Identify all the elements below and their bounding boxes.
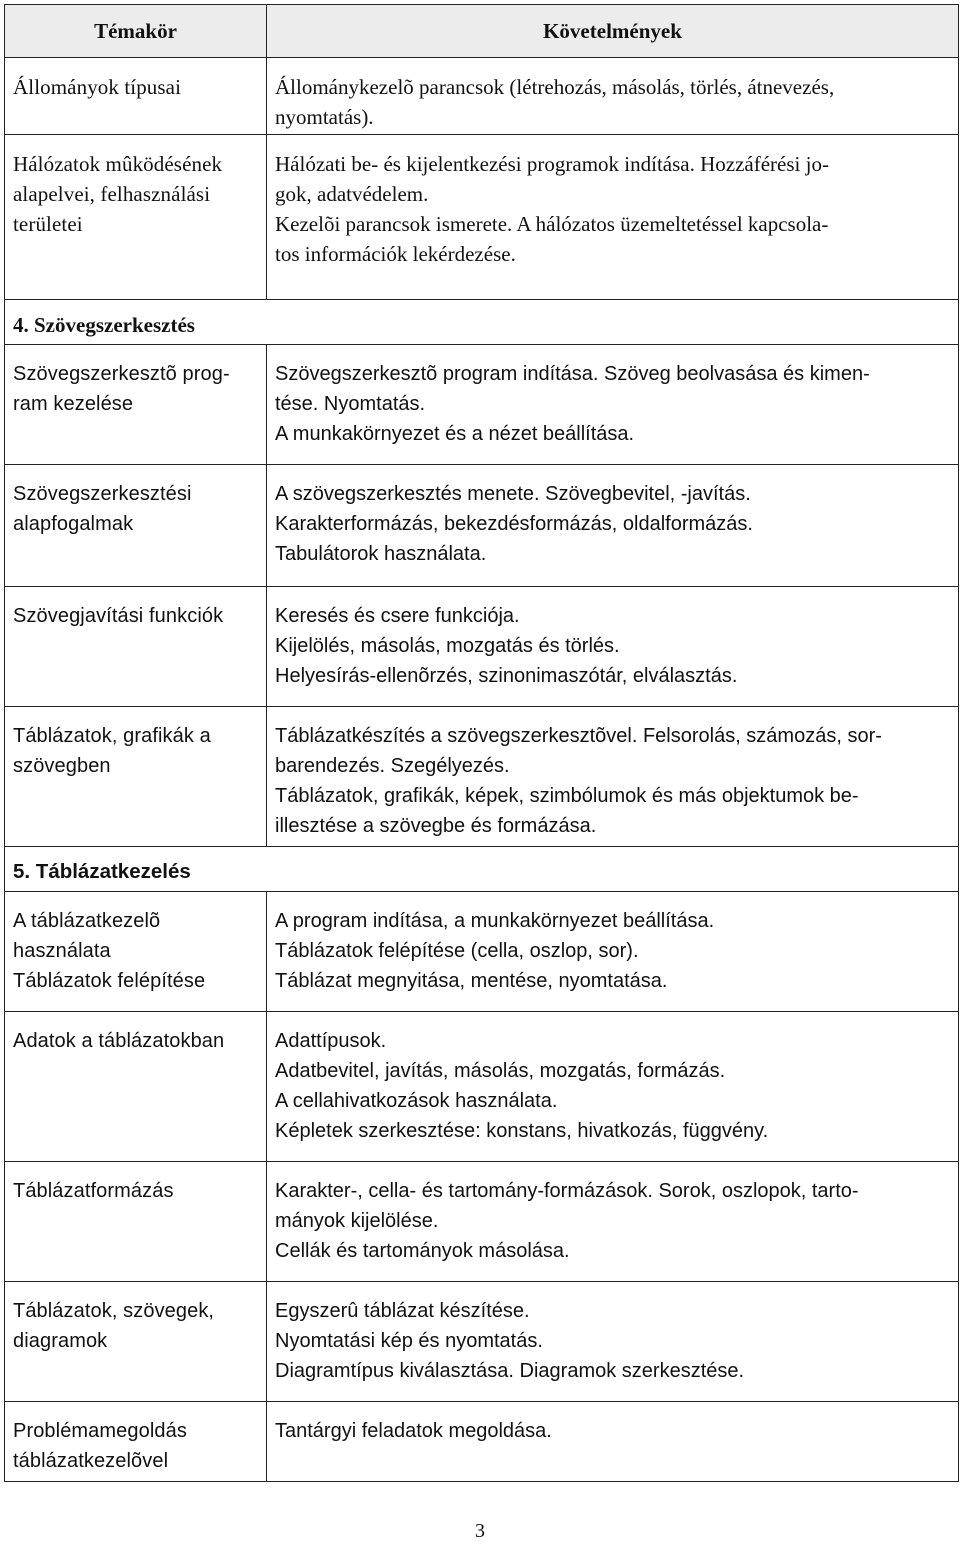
requirement-line: illesztése a szövegbe és formázása. (275, 815, 597, 837)
section-title: 4. Szövegszerkesztés (5, 300, 959, 345)
topic-line: Problémamegoldás (13, 1420, 187, 1442)
requirement-line: Hálózati be- és kijelentkezési programok indítása. Hozzáférési jo- (275, 152, 829, 176)
requirement-line: Kijelölés, másolás, mozgatás és törlés. (275, 635, 620, 657)
requirement-cell (267, 1282, 959, 1402)
requirement-cell (267, 465, 959, 587)
topic-cell (5, 135, 267, 300)
topic-line: Táblázatok, szövegek, (13, 1300, 215, 1322)
requirement-line: Állománykezelõ parancsok (létrehozás, másolás, törlés, átnevezés, (275, 75, 835, 99)
topic-line: Adatok a táblázatokban (13, 1030, 225, 1052)
requirement-line: Karakter-, cella- és tartomány-formázások. Sorok, oszlopok, tarto- (275, 1180, 859, 1202)
requirement-cell (267, 892, 959, 1012)
topic-line: szövegben (13, 755, 111, 777)
topic-line: Szövegszerkesztési (13, 483, 192, 505)
header-topic: Témakör (5, 5, 267, 58)
requirement-cell (267, 1162, 959, 1282)
table-row (5, 1282, 959, 1402)
table-row (5, 1402, 959, 1482)
topic-line: területei (13, 212, 83, 236)
table-row (5, 587, 959, 707)
topic-cell (5, 1402, 267, 1482)
topic-cell (5, 587, 267, 707)
requirement-line: A szövegszerkesztés menete. Szövegbevitel, -javítás. (275, 483, 751, 505)
requirement-line: Helyesírás-ellenõrzés, szinonimaszótár, elválasztás. (275, 665, 738, 687)
topic-line: Táblázatok felépítése (13, 970, 206, 992)
requirement-cell (267, 1012, 959, 1162)
table-row (5, 892, 959, 1012)
table-row (5, 465, 959, 587)
topic-cell (5, 707, 267, 847)
topic-cell (5, 58, 267, 135)
topic-line: alapfogalmak (13, 513, 134, 535)
topic-line: használata (13, 940, 111, 962)
requirement-line: Táblázat megnyitása, mentése, nyomtatása. (275, 970, 668, 992)
topic-line: diagramok (13, 1330, 108, 1352)
requirement-line: Egyszerû táblázat készítése. (275, 1300, 530, 1322)
topic-line: ram kezelése (13, 393, 134, 415)
requirement-line: Diagramtípus kiválasztása. Diagramok szerkesztése. (275, 1360, 745, 1382)
topic-line: A táblázatkezelõ (13, 910, 161, 932)
requirement-cell (267, 58, 959, 135)
requirement-cell (267, 1402, 959, 1482)
requirement-line: A program indítása, a munkakörnyezet beállítása. (275, 910, 715, 932)
requirement-line: Szövegszerkesztõ program indítása. Szöveg beolvasása és kimen- (275, 363, 870, 385)
requirement-line: Tabulátorok használata. (275, 543, 487, 565)
table-row (5, 707, 959, 847)
topic-line: Hálózatok mûködésének (13, 152, 223, 176)
topic-line: Szövegjavítási funkciók (13, 605, 224, 627)
topic-line: alapelvei, felhasználási (13, 182, 211, 206)
section-title: 5. Táblázatkezelés (5, 847, 959, 892)
requirement-line: gok, adatvédelem. (275, 182, 429, 206)
section-row (5, 300, 959, 345)
requirement-cell (267, 345, 959, 465)
requirement-line: Tantárgyi feladatok megoldása. (275, 1420, 552, 1442)
topic-line: Állományok típusai (13, 75, 182, 99)
topic-cell (5, 1012, 267, 1162)
header-row (5, 5, 959, 58)
topic-cell (5, 345, 267, 465)
table-row (5, 135, 959, 300)
requirement-line: A munkakörnyezet és a nézet beállítása. (275, 423, 635, 445)
requirement-cell (267, 135, 959, 300)
requirement-line: mányok kijelölése. (275, 1210, 439, 1232)
header-requirements: Követelmények (267, 5, 959, 58)
requirement-line: Táblázatkészítés a szövegszerkesztõvel. Felsorolás, számozás, sor- (275, 725, 882, 747)
table-row (5, 1162, 959, 1282)
requirement-line: Nyomtatási kép és nyomtatás. (275, 1330, 543, 1352)
requirement-line: Karakterformázás, bekezdésformázás, oldalformázás. (275, 513, 753, 535)
requirement-line: Adatbevitel, javítás, másolás, mozgatás, formázás. (275, 1060, 726, 1082)
topic-cell (5, 1162, 267, 1282)
topic-line: Táblázatok, grafikák a (13, 725, 211, 747)
requirement-line: Keresés és csere funkciója. (275, 605, 520, 627)
requirement-line: Képletek szerkesztése: konstans, hivatkozás, függvény. (275, 1120, 769, 1142)
topic-line: Szövegszerkesztõ prog- (13, 363, 230, 385)
requirement-line: A cellahivatkozások használata. (275, 1090, 558, 1112)
table-row (5, 58, 959, 135)
requirement-line: Táblázatok felépítése (cella, oszlop, sor). (275, 940, 639, 962)
requirement-line: barendezés. Szegélyezés. (275, 755, 510, 777)
topic-line: táblázatkezelõvel (13, 1450, 169, 1472)
section-row (5, 847, 959, 892)
requirement-line: Cellák és tartományok másolása. (275, 1240, 570, 1262)
requirement-line: Táblázatok, grafikák, képek, szimbólumok és más objektumok be- (275, 785, 859, 807)
topic-cell (5, 465, 267, 587)
requirement-line: Adattípusok. (275, 1030, 387, 1052)
topic-line: Táblázatformázás (13, 1180, 174, 1202)
requirement-line: tos információk lekérdezése. (275, 242, 516, 266)
requirement-cell (267, 707, 959, 847)
requirement-line: nyomtatás). (275, 105, 374, 129)
curriculum-table (4, 4, 959, 1482)
table-row (5, 345, 959, 465)
topic-cell (5, 892, 267, 1012)
requirement-line: tése. Nyomtatás. (275, 393, 426, 415)
requirement-line: Kezelõi parancsok ismerete. A hálózatos üzemeltetéssel kapcsola- (275, 212, 829, 236)
page-number: 3 (475, 1520, 485, 1542)
requirement-cell (267, 587, 959, 707)
topic-cell (5, 1282, 267, 1402)
table-row (5, 1012, 959, 1162)
